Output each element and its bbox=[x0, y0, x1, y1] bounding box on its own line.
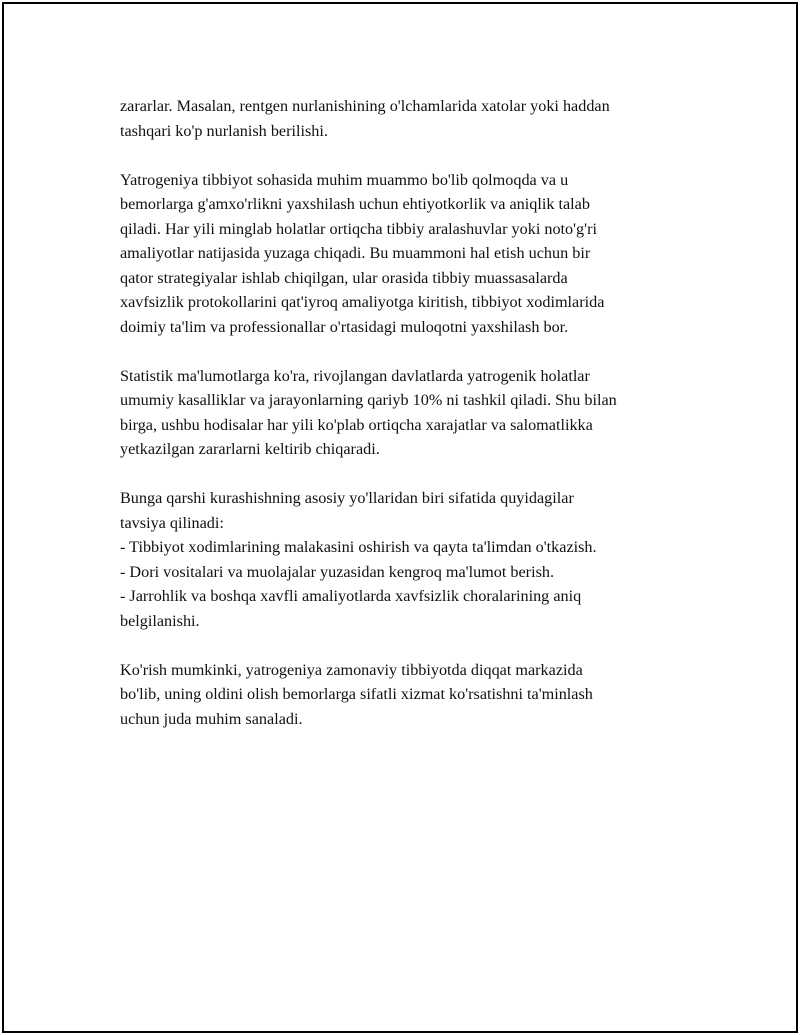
text-line: Statistik ma'lumotlarga ko'ra, rivojlangan davlatlarda yatrogenik holatlar bbox=[120, 366, 590, 385]
list-item: - Tibbiyot xodimlarining malakasini oshirish va qayta ta'limdan o'tkazish. bbox=[120, 538, 597, 556]
list-item: - Jarrohlik va boshqa xavfli amaliyotlarda xavfsizlik choralarining aniq bbox=[120, 587, 582, 605]
text-line: zararlar. Masalan, rentgen nurlanishining o'lchamlarida xatolar yoki haddan bbox=[120, 97, 610, 115]
text-line: tashqari ko'p nurlanish berilishi. bbox=[120, 121, 328, 140]
text-line: xavfsizlik protokollarini qat'iyroq amaliyotga kiritish, tibbiyot xodimlarida bbox=[120, 293, 605, 311]
text-line: yetkazilgan zararlarni keltirib chiqaradi. bbox=[120, 440, 380, 458]
list-item: - Dori vositalari va muolajalar yuzasidan kengroq ma'lumot berish. bbox=[120, 562, 555, 581]
text-line: tavsiya qilinadi: bbox=[120, 513, 224, 532]
text-line: belgilanishi. bbox=[120, 611, 200, 630]
text-line: qator strategiyalar ishlab chiqilgan, ular orasida tibbiy muassasalarda bbox=[120, 268, 568, 287]
text-line: birga, ushbu hodisalar har yili ko'plab ortiqcha xarajatlar va salomatlikka bbox=[120, 415, 593, 434]
paragraph-5 bbox=[120, 658, 700, 732]
paragraph-4 bbox=[120, 486, 700, 633]
document-page bbox=[2, 2, 798, 1033]
document-body bbox=[120, 94, 700, 756]
text-line: Bunga qarshi kurashishning asosiy yo'llaridan biri sifatida quyidagilar bbox=[120, 489, 574, 507]
text-line: bemorlarga g'amxo'rlikni yaxshilash uchun ehtiyotkorlik va aniqlik talab bbox=[120, 195, 590, 213]
text-line: bo'lib, uning oldini olish bemorlarga sifatli xizmat ko'rsatishni ta'minlash bbox=[120, 685, 593, 703]
text-line: uchun juda muhim sanaladi. bbox=[120, 709, 303, 728]
paragraph-2 bbox=[120, 168, 700, 340]
text-line: Ko'rish mumkinki, yatrogeniya zamonaviy tibbiyotda diqqat markazida bbox=[120, 660, 583, 679]
paragraph-1 bbox=[120, 94, 700, 143]
text-line: umumiy kasalliklar va jarayonlarning qariyb 10% ni tashkil qiladi. Shu bilan bbox=[120, 391, 617, 409]
text-line: amaliyotlar natijasida yuzaga chiqadi. Bu muammoni hal etish uchun bir bbox=[120, 244, 591, 262]
text-line: qiladi. Har yili minglab holatlar ortiqcha tibbiy aralashuvlar yoki noto'g'ri bbox=[120, 219, 597, 238]
paragraph-3 bbox=[120, 364, 700, 462]
text-line: doimiy ta'lim va professionallar o'rtasidagi muloqotni yaxshilash bor. bbox=[120, 317, 569, 336]
text-line: Yatrogeniya tibbiyot sohasida muhim muammo bo'lib qolmoqda va u bbox=[120, 170, 569, 189]
